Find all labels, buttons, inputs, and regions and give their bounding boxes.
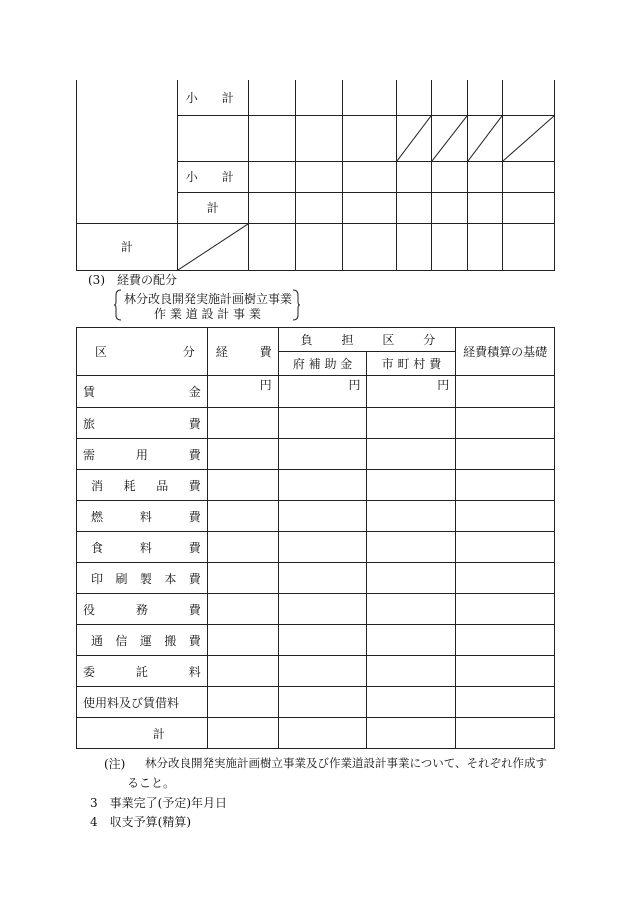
value-cell [456, 501, 555, 532]
table-row [77, 656, 555, 687]
table-row [77, 532, 555, 563]
value-cell [207, 408, 278, 439]
yen-unit: 円 [367, 376, 456, 408]
row-label: 印 刷 製 本 費 [77, 563, 208, 594]
value-cell [456, 718, 555, 749]
value-cell [207, 439, 278, 470]
subtotal-label-2 [177, 161, 248, 192]
note-prefix: (注) [104, 757, 126, 771]
value-cell [367, 408, 456, 439]
table-row [77, 625, 555, 656]
value-cell [207, 470, 278, 501]
yen-unit: 円 [207, 376, 278, 408]
left-brace-icon [114, 289, 122, 321]
row-label: 燃 料 費 [77, 501, 208, 532]
value-cell [456, 376, 555, 408]
note-line-1: 林分改良開発実施計画樹立事業及び作業道設計事業について、それぞれ作成す [145, 756, 548, 770]
value-cell [278, 439, 367, 470]
value-cell [207, 718, 278, 749]
subtotal-text-1: 小 計 [185, 90, 234, 105]
row-label: 消 耗 品 費 [77, 470, 208, 501]
item-3: 3 事業完了(予定)年月日 [90, 796, 227, 810]
total-label-inner: 計 [177, 192, 248, 223]
header-fu-hojokin: 府 補 助 金 [278, 352, 367, 376]
bracket-line-2: 作 業 道 設 計 事 業 [154, 307, 261, 321]
value-cell [207, 501, 278, 532]
bracket-line-1: 林分改良開発実施計画樹立事業 [124, 292, 293, 306]
diagonal-cell [468, 115, 503, 161]
table-row [77, 501, 555, 532]
subtotal-label-1 [177, 80, 248, 115]
value-cell [278, 625, 367, 656]
value-cell [456, 625, 555, 656]
value-cell [278, 532, 367, 563]
row-label: 計 [77, 718, 208, 749]
diagonal-cell-total [177, 223, 248, 270]
table-row [77, 718, 555, 749]
row-label: 使用料及び賃借料 [77, 687, 208, 718]
cost-summary-table-continued [76, 80, 555, 271]
value-cell [367, 687, 456, 718]
row-label: 賃 金 [77, 376, 208, 408]
header-keihi: 経 費 [207, 328, 278, 376]
table-row [77, 439, 555, 470]
value-cell [278, 501, 367, 532]
value-cell [278, 594, 367, 625]
value-cell [207, 563, 278, 594]
value-cell [207, 625, 278, 656]
value-cell [278, 408, 367, 439]
header-kiso: 経費積算の基礎 [456, 328, 555, 376]
value-cell [367, 718, 456, 749]
diagonal-cell [432, 115, 468, 161]
cost-rows [77, 376, 555, 749]
row-label: 役 務 費 [77, 594, 208, 625]
subtotal-text-2: 小 計 [185, 170, 234, 184]
table-row [77, 687, 555, 718]
header-kubun: 区 分 [77, 328, 208, 376]
row-label: 需 用 費 [77, 439, 208, 470]
row-label: 委 託 料 [77, 656, 208, 687]
value-cell [456, 470, 555, 501]
value-cell [456, 687, 555, 718]
table-row [77, 594, 555, 625]
value-cell [367, 532, 456, 563]
row-label: 食 料 費 [77, 532, 208, 563]
value-cell [456, 594, 555, 625]
value-cell [367, 656, 456, 687]
value-cell [207, 594, 278, 625]
value-cell [367, 563, 456, 594]
note-line-2: ること。 [127, 776, 176, 790]
right-brace-icon [292, 289, 300, 321]
value-cell [456, 408, 555, 439]
category-cell-continued [77, 80, 178, 223]
item-4: 4 収支予算(精算) [90, 815, 191, 829]
section-heading: (3) 経費の配分 [88, 273, 177, 287]
cost-allocation-table [76, 327, 555, 749]
value-cell [367, 625, 456, 656]
value-cell [278, 656, 367, 687]
header-futan-kubun: 負 担 区 分 [278, 328, 456, 352]
project-bracket [114, 289, 300, 321]
table-row [77, 376, 555, 408]
total-label-outer: 計 [77, 223, 178, 270]
value-cell [207, 656, 278, 687]
value-cell [278, 687, 367, 718]
value-cell [207, 687, 278, 718]
value-cell [456, 656, 555, 687]
table-row [77, 408, 555, 439]
value-cell [207, 532, 278, 563]
value-cell [456, 563, 555, 594]
diagonal-cell [503, 115, 555, 161]
row-label: 通 信 運 搬 費 [77, 625, 208, 656]
value-cell [367, 470, 456, 501]
value-cell [456, 439, 555, 470]
value-cell [367, 501, 456, 532]
table-row [77, 563, 555, 594]
value-cell [367, 594, 456, 625]
value-cell [367, 439, 456, 470]
value-cell [456, 532, 555, 563]
table-row [77, 470, 555, 501]
value-cell [278, 718, 367, 749]
yen-unit: 円 [278, 376, 367, 408]
diagonal-cell [397, 115, 432, 161]
value-cell [278, 563, 367, 594]
row-label: 旅 費 [77, 408, 208, 439]
header-shichoson-hi: 市 町 村 費 [367, 352, 456, 376]
value-cell [278, 470, 367, 501]
